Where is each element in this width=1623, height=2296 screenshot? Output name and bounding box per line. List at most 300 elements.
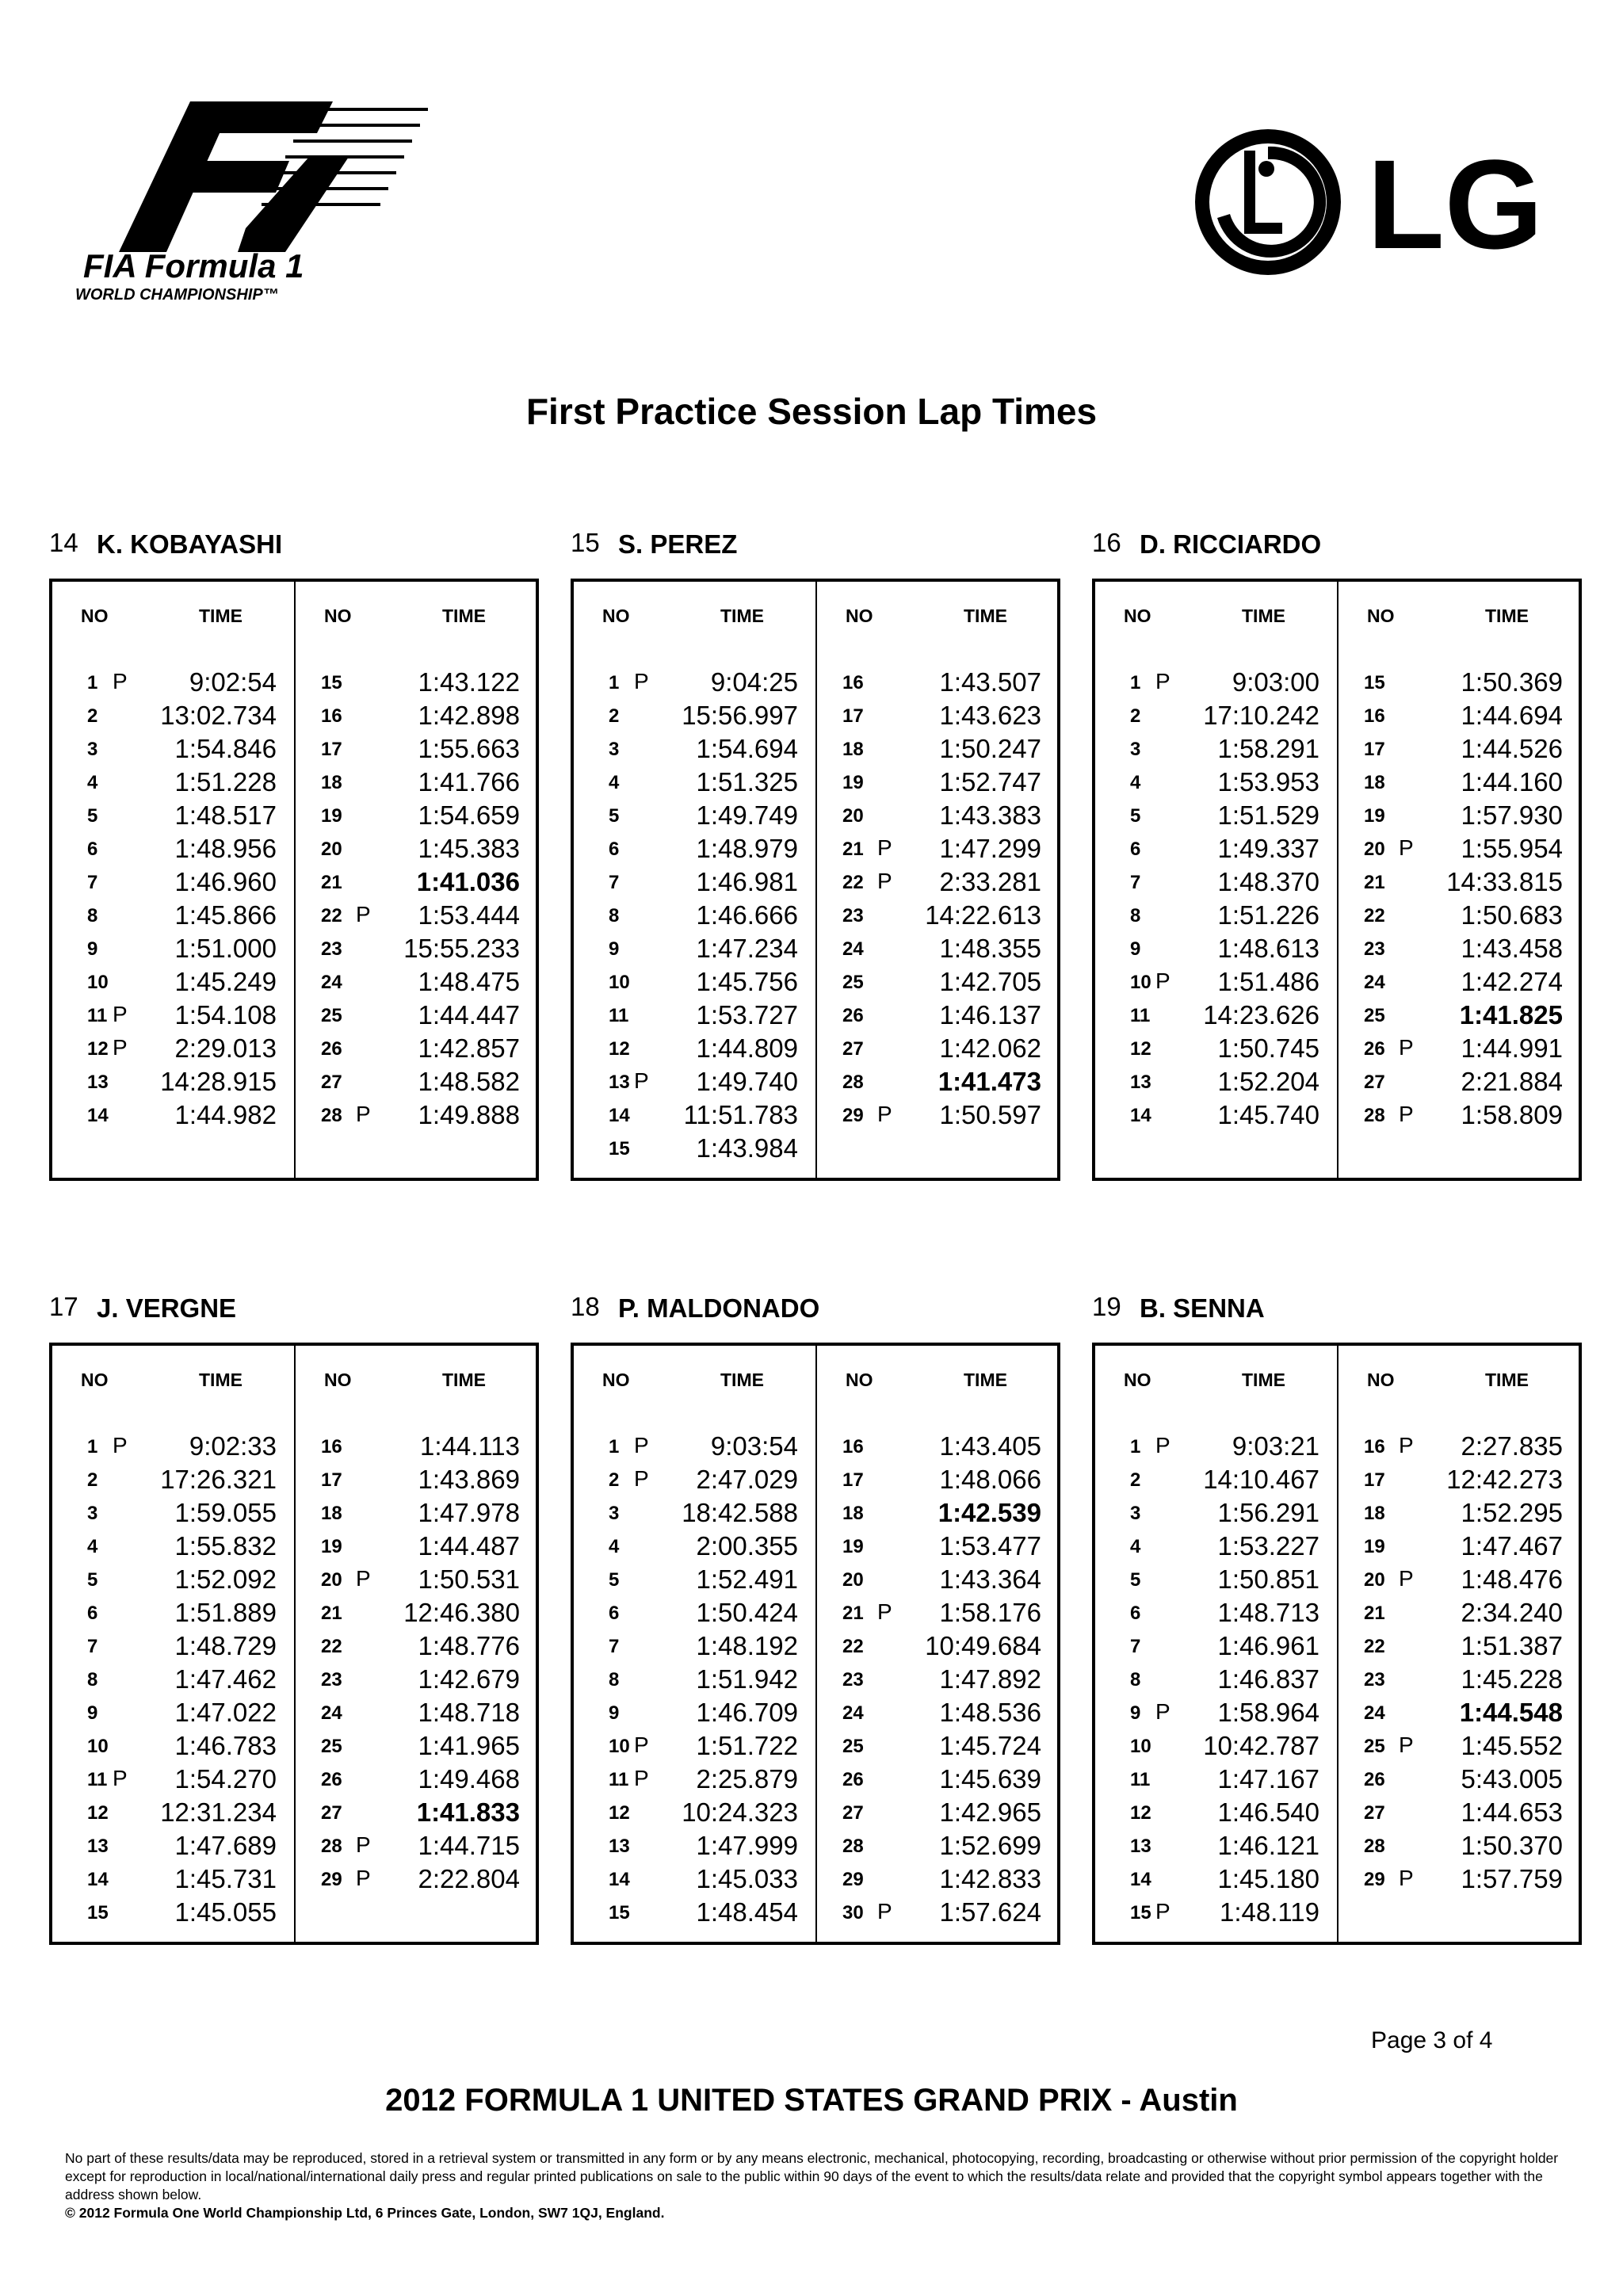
- lap-time: 1:48.613: [1217, 934, 1319, 963]
- table-row: [1338, 1033, 1580, 1067]
- table-row: [1095, 701, 1337, 734]
- pit-flag: P: [1399, 1433, 1414, 1457]
- lap-time: 1:45.731: [174, 1864, 277, 1893]
- lap-time: 1:47.022: [174, 1698, 277, 1727]
- lap-number: 13: [87, 1072, 109, 1093]
- disclaimer-text: No part of these results/data may be reproduced, stored in a retrieval system or transmitted in any form or by any means electronic, mechanical, photocopying, recording, broadcasting or otherwise without prior permission of the copyright holder except for reproduction in local/national/international daily press and regular printed publications on sale to the public within 90 days of the event to which the results/data relate and provided that the copyright symbol appears together with the address shown below.: [65, 2150, 1559, 2202]
- lap-number: 24: [321, 972, 342, 993]
- lap-time: 9:03:54: [710, 1431, 798, 1461]
- lap-time: 1:58.291: [1217, 734, 1319, 763]
- lap-number: 5: [1130, 805, 1141, 827]
- table-row: [574, 1100, 815, 1133]
- lap-time: 1:52.092: [174, 1564, 277, 1594]
- lap-number: 25: [1364, 1736, 1385, 1757]
- lap-time: 9:02:33: [189, 1431, 277, 1461]
- lap-time: 1:45.055: [174, 1897, 277, 1927]
- table-row: [296, 1797, 537, 1831]
- lap-number: 19: [321, 805, 342, 827]
- table-row: [574, 1698, 815, 1731]
- lap-time: 1:52.204: [1217, 1067, 1319, 1096]
- table-row: [817, 1067, 1059, 1100]
- table-row: [574, 1797, 815, 1831]
- lap-number: 8: [1130, 1669, 1141, 1690]
- lap-time: 1:44.982: [174, 1100, 277, 1129]
- lap-time: 1:54.694: [696, 734, 798, 763]
- table-row: [1095, 1431, 1337, 1465]
- lap-times-table: [571, 1343, 1060, 1945]
- lap-number: 19: [321, 1536, 342, 1557]
- lap-number: 4: [609, 772, 620, 793]
- lap-number: 12: [1130, 1802, 1151, 1824]
- table-row: [52, 900, 294, 934]
- driver-name: B. SENNA: [1140, 1293, 1265, 1323]
- table-row: [1338, 1797, 1580, 1831]
- lap-number: 8: [87, 1669, 98, 1690]
- lap-time: 1:50.683: [1461, 900, 1563, 930]
- lap-number: 12: [609, 1802, 630, 1824]
- table-row: [817, 767, 1059, 800]
- table-row: [296, 767, 537, 800]
- lap-time: 1:53.953: [1217, 767, 1319, 797]
- table-row: [1095, 1664, 1337, 1698]
- lap-time: 1:45.228: [1461, 1664, 1563, 1694]
- lap-time: 1:51.529: [1217, 800, 1319, 830]
- lap-time: 1:42.965: [939, 1797, 1041, 1827]
- lg-logo-icon: [1189, 123, 1553, 281]
- lap-number: 28: [1364, 1836, 1385, 1857]
- lap-time: 1:49.888: [418, 1100, 520, 1129]
- pit-flag: P: [1155, 669, 1170, 693]
- lap-number: 28: [321, 1836, 342, 1857]
- lap-number: 19: [842, 1536, 864, 1557]
- lap-number: 6: [1130, 1603, 1141, 1624]
- lap-number: 14: [87, 1105, 109, 1126]
- lap-number: 30: [842, 1902, 864, 1924]
- table-row: [52, 1067, 294, 1100]
- table-row: [817, 1531, 1059, 1564]
- table-row: [1338, 1631, 1580, 1664]
- lap-number: 2: [609, 705, 620, 727]
- lap-number: 7: [1130, 872, 1141, 893]
- table-row: [817, 1831, 1059, 1864]
- lap-time: 9:04:25: [710, 667, 798, 697]
- lap-number: 16: [1364, 1436, 1385, 1457]
- lap-time: 1:48.956: [174, 834, 277, 863]
- lap-number: 6: [87, 839, 98, 860]
- table-row: [1095, 767, 1337, 800]
- best-lap-time: 1:41.036: [416, 867, 520, 896]
- lap-time: 9:02:54: [189, 667, 277, 697]
- table-row: [296, 1498, 537, 1531]
- lap-time: 1:44.991: [1461, 1033, 1563, 1063]
- lap-time: 1:54.846: [174, 734, 277, 763]
- lap-time: 14:28.915: [160, 1067, 277, 1096]
- lap-number: 2: [1130, 1469, 1141, 1491]
- lap-time: 15:56.997: [682, 701, 798, 730]
- f1-logo-text: FIA Formula 1: [83, 247, 304, 285]
- lap-time: 1:45.249: [174, 967, 277, 996]
- lap-number: 8: [87, 905, 98, 926]
- lap-number: 21: [1364, 1603, 1385, 1624]
- lap-time: 1:50.369: [1461, 667, 1563, 697]
- lap-time: 1:48.979: [696, 834, 798, 863]
- lap-time: 1:47.689: [174, 1831, 277, 1860]
- best-lap-time: 1:41.833: [416, 1797, 520, 1827]
- lap-time: 9:03:21: [1232, 1431, 1319, 1461]
- lap-number: 16: [842, 672, 864, 693]
- lap-times-table: [1092, 1343, 1582, 1945]
- lap-time: 1:47.892: [939, 1664, 1041, 1694]
- lap-time: 1:45.552: [1461, 1731, 1563, 1760]
- lap-time: 1:57.759: [1461, 1864, 1563, 1893]
- lap-time: 1:42.274: [1461, 967, 1563, 996]
- lap-number: 24: [842, 1702, 864, 1724]
- lap-number: 17: [1364, 1469, 1385, 1491]
- table-row: [574, 1664, 815, 1698]
- lap-time: 1:42.705: [939, 967, 1041, 996]
- lap-number: 4: [87, 1536, 98, 1557]
- table-row: [52, 1831, 294, 1864]
- lap-time: 1:44.715: [418, 1831, 520, 1860]
- lap-number: 5: [87, 1569, 98, 1591]
- page-number: Page 3 of 4: [1371, 2027, 1493, 2053]
- driver-block: [1092, 1287, 1585, 1927]
- table-row: [296, 834, 537, 867]
- lap-time: 1:43.623: [939, 701, 1041, 730]
- lap-number: 24: [1364, 972, 1385, 993]
- lap-number: 12: [609, 1038, 630, 1060]
- table-row: [296, 934, 537, 967]
- table-row: [1338, 767, 1580, 800]
- lap-time: 1:44.694: [1461, 701, 1563, 730]
- table-row: [52, 1465, 294, 1498]
- lap-number: 23: [842, 905, 864, 926]
- table-row: [52, 701, 294, 734]
- pit-flag: P: [1399, 1733, 1414, 1757]
- table-row: [574, 1864, 815, 1897]
- lap-time: 1:43.364: [939, 1564, 1041, 1594]
- lap-time: 14:10.467: [1203, 1465, 1319, 1494]
- table-row: [296, 1764, 537, 1797]
- table-row: [817, 967, 1059, 1000]
- lap-number: 25: [321, 1005, 342, 1026]
- lap-number: 19: [1364, 1536, 1385, 1557]
- lap-number: 2: [87, 1469, 98, 1491]
- lap-number: 12: [87, 1038, 109, 1060]
- table-row: [296, 1531, 537, 1564]
- table-row: [1095, 734, 1337, 767]
- table-row: [574, 1431, 815, 1465]
- table-row: [817, 1100, 1059, 1133]
- lap-time: 1:47.167: [1217, 1764, 1319, 1794]
- table-row: [1095, 1000, 1337, 1033]
- lap-number: 20: [1364, 839, 1385, 860]
- lap-number: 10: [1130, 1736, 1151, 1757]
- table-row: [52, 1698, 294, 1731]
- lap-number: 25: [842, 1736, 864, 1757]
- lap-number: 20: [1364, 1569, 1385, 1591]
- table-row: [52, 1498, 294, 1531]
- table-row: [817, 701, 1059, 734]
- lap-time: 1:48.454: [696, 1897, 798, 1927]
- lap-number: 20: [842, 805, 864, 827]
- table-row: [52, 1598, 294, 1631]
- table-row: [817, 1564, 1059, 1598]
- table-row: [1338, 701, 1580, 734]
- lap-time: 1:44.653: [1461, 1797, 1563, 1827]
- table-row: [52, 1864, 294, 1897]
- lap-time: 1:45.756: [696, 967, 798, 996]
- table-row: [52, 1431, 294, 1465]
- lap-time: 1:49.468: [418, 1764, 520, 1794]
- lap-time: 1:46.137: [939, 1000, 1041, 1030]
- pit-flag: P: [1399, 1566, 1414, 1591]
- driver-name: S. PEREZ: [618, 529, 738, 559]
- lap-number: 21: [842, 839, 864, 860]
- lap-time: 1:46.540: [1217, 1797, 1319, 1827]
- lap-time: 1:45.180: [1217, 1864, 1319, 1893]
- driver-name: D. RICCIARDO: [1140, 529, 1322, 559]
- table-row: [574, 900, 815, 934]
- lap-time: 12:31.234: [160, 1797, 277, 1827]
- header-no: NO: [1367, 606, 1395, 626]
- lap-number: 3: [1130, 739, 1141, 760]
- pit-flag: P: [1155, 1699, 1170, 1724]
- table-row: [817, 1731, 1059, 1764]
- lap-time: 9:03:00: [1232, 667, 1319, 697]
- driver-number: 17: [49, 1292, 78, 1321]
- lap-time: 2:47.029: [696, 1465, 798, 1494]
- lap-number: 1: [1130, 1436, 1141, 1457]
- lap-number: 18: [321, 1503, 342, 1524]
- lap-time: 1:46.837: [1217, 1664, 1319, 1694]
- lap-time: 1:46.783: [174, 1731, 277, 1760]
- table-row: [52, 867, 294, 900]
- lap-time: 2:34.240: [1461, 1598, 1563, 1627]
- lap-time: 1:44.809: [696, 1033, 798, 1063]
- table-row: [1095, 934, 1337, 967]
- header-time: TIME: [442, 1370, 486, 1390]
- lap-number: 20: [842, 1569, 864, 1591]
- pit-flag: P: [634, 1766, 649, 1790]
- table-row: [52, 1764, 294, 1797]
- lap-rows: [1095, 1431, 1337, 1931]
- lap-time: 1:52.295: [1461, 1498, 1563, 1527]
- table-row: [1338, 734, 1580, 767]
- lap-number: 27: [321, 1802, 342, 1824]
- lap-number: 14: [609, 1105, 630, 1126]
- table-row: [1095, 1864, 1337, 1897]
- table-row: [1338, 834, 1580, 867]
- lap-number: 13: [1130, 1072, 1151, 1093]
- driver-number: 14: [49, 528, 78, 557]
- pit-flag: P: [113, 669, 128, 693]
- table-row: [1338, 967, 1580, 1000]
- best-lap-time: 1:42.539: [938, 1498, 1041, 1527]
- table-row: [1095, 1698, 1337, 1731]
- f1-logo-icon: [71, 94, 444, 308]
- lap-time: 1:55.954: [1461, 834, 1563, 863]
- lap-time: 1:44.113: [419, 1431, 520, 1461]
- lap-number: 5: [1130, 1569, 1141, 1591]
- lap-time: 1:50.851: [1217, 1564, 1319, 1594]
- lap-time: 1:51.325: [696, 767, 798, 797]
- lap-time: 13:02.734: [160, 701, 277, 730]
- table-row: [574, 1897, 815, 1931]
- table-row: [1338, 900, 1580, 934]
- lap-time: 1:49.337: [1217, 834, 1319, 863]
- lap-time: 1:56.291: [1217, 1498, 1319, 1527]
- lap-time: 1:48.582: [418, 1067, 520, 1096]
- lap-time: 1:45.033: [696, 1864, 798, 1893]
- lap-number: 13: [87, 1836, 109, 1857]
- lap-number: 4: [1130, 1536, 1141, 1557]
- table-row: [1095, 1631, 1337, 1664]
- table-row: [52, 1100, 294, 1133]
- lap-number: 22: [842, 1636, 864, 1657]
- lap-number: 26: [321, 1038, 342, 1060]
- table-row: [52, 667, 294, 701]
- lap-time: 1:53.477: [939, 1531, 1041, 1561]
- driver-block: [571, 1287, 1064, 1927]
- lap-number: 3: [609, 1503, 620, 1524]
- lap-number: 10: [1130, 972, 1151, 993]
- pit-flag: P: [356, 1566, 371, 1591]
- table-row: [1338, 667, 1580, 701]
- header-no: NO: [1124, 606, 1151, 626]
- lap-rows: [817, 667, 1059, 1133]
- lap-time: 1:51.226: [1217, 900, 1319, 930]
- lap-number: 9: [87, 1702, 98, 1724]
- table-row: [574, 834, 815, 867]
- lap-number: 28: [842, 1072, 864, 1093]
- table-row: [574, 1831, 815, 1864]
- lap-number: 18: [321, 772, 342, 793]
- pit-flag: P: [113, 1766, 128, 1790]
- lap-time: 1:49.749: [696, 800, 798, 830]
- lap-time: 1:50.531: [418, 1564, 520, 1594]
- lap-number: 23: [1364, 938, 1385, 960]
- header-time: TIME: [964, 606, 1007, 626]
- lap-time: 1:44.526: [1461, 734, 1563, 763]
- lap-time: 2:29.013: [174, 1033, 277, 1063]
- pit-flag: P: [877, 1599, 892, 1624]
- table-row: [817, 734, 1059, 767]
- table-row: [1338, 1664, 1580, 1698]
- table-row: [574, 934, 815, 967]
- pit-flag: P: [877, 869, 892, 893]
- lap-number: 4: [609, 1536, 620, 1557]
- lap-number: 29: [842, 1869, 864, 1890]
- table-row: [296, 1564, 537, 1598]
- lap-number: 9: [609, 1702, 620, 1724]
- lap-time: 1:48.517: [174, 800, 277, 830]
- table-row: [574, 1731, 815, 1764]
- lap-time: 2:22.804: [418, 1864, 520, 1893]
- lap-number: 29: [842, 1105, 864, 1126]
- lap-time: 14:23.626: [1203, 1000, 1319, 1030]
- table-row: [574, 1764, 815, 1797]
- table-row: [52, 734, 294, 767]
- table-row: [52, 834, 294, 867]
- lap-time: 17:10.242: [1203, 701, 1319, 730]
- lap-number: 14: [609, 1869, 630, 1890]
- table-row: [1338, 1831, 1580, 1864]
- table-row: [574, 1000, 815, 1033]
- table-row: [52, 1564, 294, 1598]
- header-time: TIME: [1242, 1370, 1285, 1390]
- lap-number: 13: [609, 1072, 630, 1093]
- lap-number: 14: [87, 1869, 109, 1890]
- lap-number: 26: [321, 1769, 342, 1790]
- lap-number: 25: [321, 1736, 342, 1757]
- lap-number: 7: [87, 872, 98, 893]
- table-row: [817, 1000, 1059, 1033]
- lap-time: 18:42.588: [682, 1498, 798, 1527]
- table-row: [817, 867, 1059, 900]
- lap-rows: [574, 667, 815, 1167]
- lap-time: 14:33.815: [1446, 867, 1563, 896]
- lap-time: 1:48.476: [1461, 1564, 1563, 1594]
- lap-time: 1:53.444: [418, 900, 520, 930]
- table-row: [296, 667, 537, 701]
- lap-time: 2:27.835: [1461, 1431, 1563, 1461]
- table-row: [817, 1698, 1059, 1731]
- lap-time: 1:51.486: [1217, 967, 1319, 996]
- lap-time: 1:51.228: [174, 767, 277, 797]
- lap-number: 10: [87, 1736, 109, 1757]
- table-row: [817, 1598, 1059, 1631]
- table-row: [1338, 1067, 1580, 1100]
- lap-rows: [1095, 667, 1337, 1133]
- lap-time: 1:48.776: [418, 1631, 520, 1660]
- lap-time: 1:55.832: [174, 1531, 277, 1561]
- lap-time: 1:53.227: [1217, 1531, 1319, 1561]
- lap-time: 1:57.930: [1461, 800, 1563, 830]
- table-row: [296, 1631, 537, 1664]
- best-lap-time: 1:44.548: [1459, 1698, 1563, 1727]
- lap-time: 1:48.729: [174, 1631, 277, 1660]
- lap-number: 6: [609, 1603, 620, 1624]
- table-row: [296, 1864, 537, 1897]
- table-row: [574, 1133, 815, 1167]
- table-row: [1095, 800, 1337, 834]
- pit-flag: P: [1399, 835, 1414, 860]
- lap-time: 1:48.192: [696, 1631, 798, 1660]
- lap-number: 7: [609, 872, 620, 893]
- header-no: NO: [846, 606, 873, 626]
- lap-time: 1:53.727: [696, 1000, 798, 1030]
- driver-name: J. VERGNE: [97, 1293, 237, 1323]
- table-row: [574, 1631, 815, 1664]
- table-row: [52, 967, 294, 1000]
- pit-flag: P: [356, 902, 371, 926]
- table-row: [1338, 800, 1580, 834]
- lap-time: 1:43.383: [939, 800, 1041, 830]
- lap-time: 1:57.624: [939, 1897, 1041, 1927]
- lap-number: 8: [609, 905, 620, 926]
- lap-rows: [817, 1431, 1059, 1931]
- pit-flag: P: [1399, 1035, 1414, 1060]
- lap-number: 16: [321, 705, 342, 727]
- driver-block: [1092, 523, 1585, 1129]
- table-row: [296, 1664, 537, 1698]
- header-no: NO: [602, 1370, 630, 1390]
- driver-block: [49, 523, 542, 1129]
- table-row: [1095, 1897, 1337, 1931]
- lap-number: 14: [1130, 1869, 1151, 1890]
- pit-flag: P: [356, 1866, 371, 1890]
